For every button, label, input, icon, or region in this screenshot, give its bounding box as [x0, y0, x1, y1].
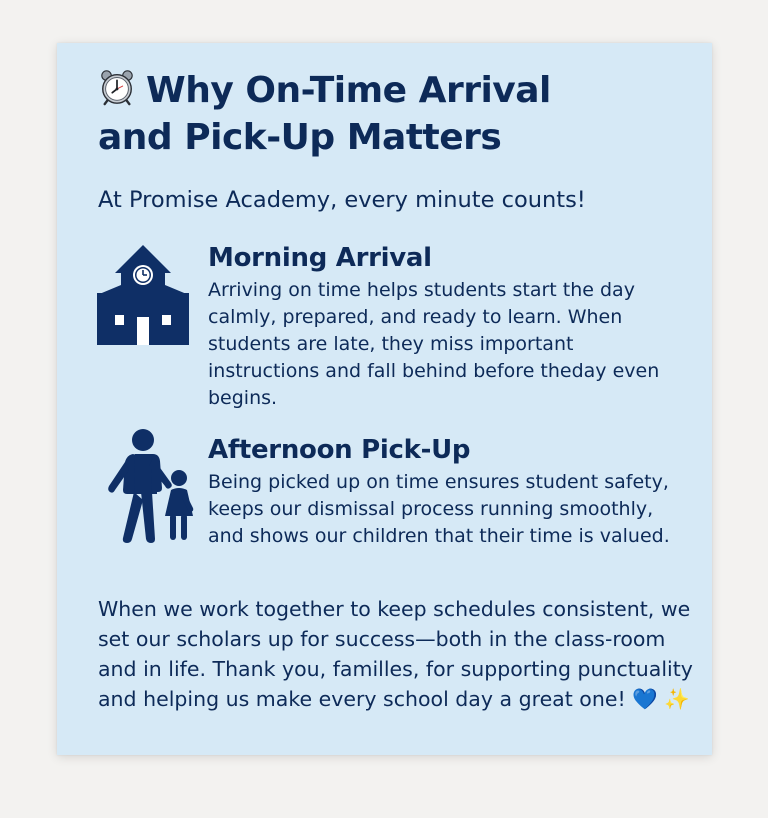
alarm-clock-icon	[98, 68, 136, 106]
title-line-1: Why On-Time Arrival	[146, 70, 551, 111]
section-heading: Morning Arrival	[208, 243, 432, 273]
section-body: Being picked up on time ensures student safety, keeps our dismissal process running smoothly, and shows our children that their time is valued.	[208, 471, 670, 547]
section-morning-arrival	[208, 241, 678, 412]
adult-child-walking-icon	[103, 428, 195, 544]
section-heading: Afternoon Pick-Up	[208, 435, 471, 465]
closing-paragraph	[98, 594, 698, 714]
heart-sparkle-emoji: 💙 ✨	[632, 687, 690, 711]
section-body: Arriving on time helps students start the day calmly, prepared, and ready to learn. When students are late, they miss important instructions and fall behind before theday even begins.	[208, 279, 660, 409]
flyer-card	[57, 43, 712, 755]
section-afternoon-pickup	[208, 433, 678, 550]
page-title	[98, 67, 698, 161]
title-line-2: and Pick-Up Matters	[98, 117, 502, 158]
closing-text: When we work together to keep schedules consistent, we set our scholars up for success—both in the class-room and in life. Thank you, familles, for supporting punctuality and helping us make every school day a great one!	[98, 597, 693, 711]
school-building-icon	[97, 245, 189, 345]
intro-text: At Promise Academy, every minute counts!	[98, 187, 586, 213]
